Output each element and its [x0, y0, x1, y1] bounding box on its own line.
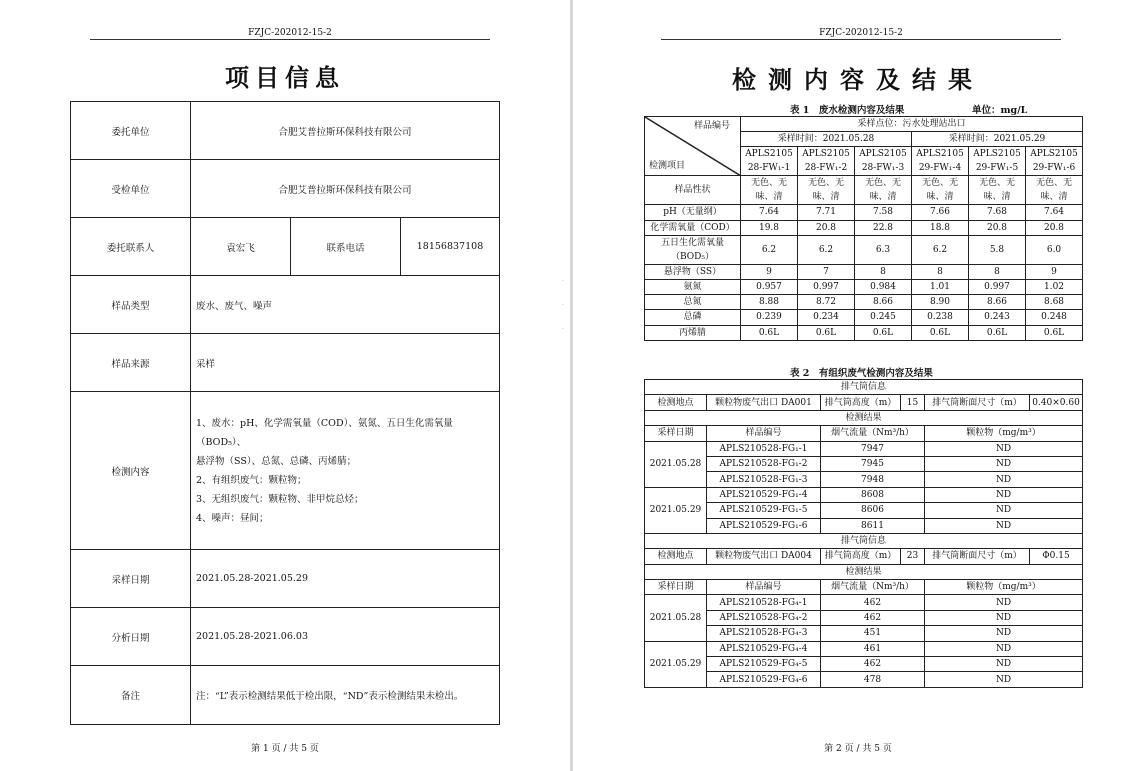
col-particulate: 颗粒物（mg/m³） — [925, 580, 1083, 595]
table-row — [645, 595, 1083, 610]
item-name: pH（无量纲） — [645, 205, 741, 220]
particulate-value: ND — [925, 472, 1083, 487]
result-value: 8.66 — [855, 295, 912, 310]
cell-line: 28-FW₁-2 — [804, 163, 848, 174]
particulate-value: ND — [925, 503, 1083, 518]
cell-line: 28-FW₁-3 — [861, 163, 905, 174]
result-value: 19.8 — [741, 220, 798, 235]
table-row — [645, 626, 1083, 641]
sampling-site: 采样点位：污水处理站出口 — [741, 117, 1083, 132]
results-header — [645, 410, 1083, 425]
stack-info-label: 排气筒信息 — [645, 380, 1083, 395]
item-name: 总磷 — [645, 310, 741, 325]
result-value: 0.984 — [855, 279, 912, 294]
page-title: 检测内容及结果 — [732, 65, 984, 94]
particulate-value: ND — [925, 657, 1083, 672]
sampling-date: 2021.05.28 — [645, 595, 707, 641]
result-value: 8 — [912, 264, 969, 279]
section-label: 排气筒断面尺寸（m） — [925, 395, 1030, 410]
result-value: 7.64 — [1026, 205, 1083, 220]
sample-id: APLS210529-FG₄-6 — [707, 672, 821, 687]
stack-info-header — [645, 380, 1083, 395]
contact-value: 袁宏飞 — [191, 218, 291, 276]
page-header-code: FZJC-202012-15-2 — [248, 28, 332, 38]
result-value: 0.243 — [969, 310, 1026, 325]
sample-no-label: 样品编号 — [693, 121, 730, 131]
particulate-value: ND — [925, 487, 1083, 502]
table-row — [645, 279, 1083, 294]
cell-line: 29-FW₁-5 — [975, 163, 1019, 174]
section-label: 排气筒断面尺寸（m） — [925, 549, 1030, 564]
cell-line: 味、清 — [812, 192, 840, 203]
column-header-row — [645, 426, 1083, 441]
flow-value: 462 — [821, 610, 925, 625]
content-item: 4、噪声：昼间； — [196, 512, 269, 524]
content-item: 悬浮物（SS）、总氮、总磷、丙烯腈； — [196, 455, 357, 467]
result-value: 18.8 — [912, 220, 969, 235]
page-header-code: FZJC-202012-15-2 — [819, 28, 903, 38]
sampling-date-value: 2021.05.28-2021.05.29 — [191, 550, 500, 608]
result-value: 5.8 — [969, 235, 1026, 264]
sample-id: APLS210528-FG₁-2 — [707, 456, 821, 471]
client-value: 合肥艾普拉斯环保科技有限公司 — [191, 102, 500, 160]
flow-value: 7945 — [821, 456, 925, 471]
flow-value: 7947 — [821, 441, 925, 456]
result-value: 7.71 — [798, 205, 855, 220]
cell-line: 无色、无 — [1036, 178, 1073, 189]
sample-id-cell — [1026, 147, 1083, 176]
cell-line: 28-FW₁-1 — [747, 163, 791, 174]
table-row — [645, 518, 1083, 533]
result-value: 0.997 — [798, 279, 855, 294]
site-value: 颗粒物废气出口 DA004 — [707, 549, 821, 564]
sample-id-cell — [912, 147, 969, 176]
table-row — [645, 295, 1083, 310]
sample-prop-cell — [855, 176, 912, 205]
particulate-value: ND — [925, 456, 1083, 471]
result-value: 20.8 — [1026, 220, 1083, 235]
table-row — [645, 657, 1083, 672]
result-value: 9 — [741, 264, 798, 279]
prop-label: 样品性状 — [645, 176, 741, 205]
cell-line: 味、清 — [926, 192, 954, 203]
col-date: 采样日期 — [645, 426, 707, 441]
sample-id-cell — [855, 147, 912, 176]
flow-value: 462 — [821, 595, 925, 610]
particulate-value: ND — [925, 595, 1083, 610]
section-value: 0.40×0.60 — [1030, 395, 1083, 410]
page-footer: 第 2 页 / 共 5 页 — [824, 744, 892, 754]
result-value: 0.6L — [741, 325, 798, 340]
sample-type-value: 废水、废气、噪声 — [191, 276, 500, 334]
result-value: 8 — [969, 264, 1026, 279]
result-value: 6.2 — [912, 235, 969, 264]
sample-prop-cell — [969, 176, 1026, 205]
table-row — [645, 456, 1083, 471]
content-item: 1、废水：pH、化学需氧量（COD）、氨氮、五日生化需氧量（BOD₅）、 — [196, 417, 453, 448]
col-date: 采样日期 — [645, 580, 707, 595]
sample-prop-cell — [912, 176, 969, 205]
col-sample: 样品编号 — [707, 580, 821, 595]
flow-value: 8608 — [821, 487, 925, 502]
site-label: 检测地点 — [645, 549, 707, 564]
height-value: 23 — [901, 549, 925, 564]
sampling-date-1: 采样时间：2021.05.28 — [741, 132, 912, 147]
flow-value: 451 — [821, 626, 925, 641]
sample-id: APLS210529-FG₄-4 — [707, 641, 821, 656]
client-label: 委托单位 — [71, 102, 191, 160]
sample-id-cell — [741, 147, 798, 176]
result-value: 7 — [798, 264, 855, 279]
sample-id: APLS210528-FG₁-3 — [707, 472, 821, 487]
inspected-label: 受检单位 — [71, 160, 191, 218]
result-value: 20.8 — [798, 220, 855, 235]
result-value: 0.957 — [741, 279, 798, 294]
result-value: 0.6L — [798, 325, 855, 340]
cell-line: 无色、无 — [750, 178, 787, 189]
cell-line: 29-FW₁-4 — [918, 163, 962, 174]
cell-line: 味、清 — [755, 192, 783, 203]
table1-corner-cell — [645, 117, 741, 176]
sample-id: APLS210528-FG₄-3 — [707, 626, 821, 641]
flow-value: 478 — [821, 672, 925, 687]
cell-line: 29-FW₁-6 — [1032, 163, 1076, 174]
page-title: 项目信息 — [225, 63, 345, 92]
result-value: 7.68 — [969, 205, 1026, 220]
sample-id: APLS210529-FG₁-6 — [707, 518, 821, 533]
sample-id-cell — [969, 147, 1026, 176]
result-value: 0.234 — [798, 310, 855, 325]
particulate-value: ND — [925, 441, 1083, 456]
flow-value: 461 — [821, 641, 925, 656]
flow-value: 8606 — [821, 503, 925, 518]
result-value: 9 — [1026, 264, 1083, 279]
sample-id: APLS210529-FG₁-5 — [707, 503, 821, 518]
table-row — [645, 472, 1083, 487]
result-value: 0.239 — [741, 310, 798, 325]
analysis-date-value: 2021.05.28-2021.06.03 — [191, 608, 500, 666]
result-value: 6.2 — [798, 235, 855, 264]
cell-line: APLS2105 — [859, 149, 907, 160]
results-label: 检测结果 — [645, 564, 1083, 579]
stack-info-header — [645, 533, 1083, 548]
section-value: Φ0.15 — [1030, 549, 1083, 564]
particulate-value: ND — [925, 626, 1083, 641]
cell-line: 味、清 — [983, 192, 1011, 203]
result-value: 7.66 — [912, 205, 969, 220]
contact-label: 委托联系人 — [71, 218, 191, 276]
table-row — [645, 264, 1083, 279]
page-footer: 第 1 页 / 共 5 页 — [251, 744, 319, 754]
phone-label: 联系电话 — [291, 218, 401, 276]
result-value: 0.997 — [969, 279, 1026, 294]
result-value: 0.245 — [855, 310, 912, 325]
result-value: 8.88 — [741, 295, 798, 310]
result-value: 0.248 — [1026, 310, 1083, 325]
stack-info-row — [645, 395, 1083, 410]
sample-source-label: 样品来源 — [71, 334, 191, 392]
height-label: 排气筒高度（m） — [821, 395, 901, 410]
flow-value: 462 — [821, 657, 925, 672]
results-label: 检测结果 — [645, 410, 1083, 425]
result-value: 22.8 — [855, 220, 912, 235]
result-value: 7.58 — [855, 205, 912, 220]
cell-line: 无色、无 — [807, 178, 844, 189]
sampling-date-label: 采样日期 — [71, 550, 191, 608]
result-value: 6.3 — [855, 235, 912, 264]
sample-id: APLS210528-FG₄-2 — [707, 610, 821, 625]
result-value: 20.8 — [969, 220, 1026, 235]
cell-line: APLS2105 — [916, 149, 964, 160]
result-value: 8.90 — [912, 295, 969, 310]
particulate-value: ND — [925, 610, 1083, 625]
cell-line: 味、清 — [869, 192, 897, 203]
sample-id: APLS210529-FG₄-5 — [707, 657, 821, 672]
cell-line: APLS2105 — [973, 149, 1021, 160]
table-row — [645, 441, 1083, 456]
exhaust-gas-results-table — [644, 379, 1083, 688]
result-value: 0.6L — [1026, 325, 1083, 340]
seal-fragment: · · · — [562, 278, 564, 333]
item-name: 丙烯腈 — [645, 325, 741, 340]
content-list — [191, 392, 500, 550]
item-name: 悬浮物（SS） — [645, 264, 741, 279]
col-flow: 烟气流量（Nm³/h） — [821, 426, 925, 441]
item-name: 五日生化需氧量（BOD₅） — [645, 235, 741, 264]
particulate-value: ND — [925, 672, 1083, 687]
flow-value: 8611 — [821, 518, 925, 533]
remark-value: 注：“L”表示检测结果低于检出限，“ND”表示检测结果未检出。 — [191, 666, 500, 725]
sample-id-cell — [798, 147, 855, 176]
result-value: 8.72 — [798, 295, 855, 310]
result-value: 6.0 — [1026, 235, 1083, 264]
stack-info-row — [645, 549, 1083, 564]
sampling-date: 2021.05.29 — [645, 641, 707, 687]
header-rule — [90, 39, 490, 40]
header-rule — [661, 39, 1061, 40]
result-value: 1.02 — [1026, 279, 1083, 294]
cell-line: 无色、无 — [921, 178, 958, 189]
remark-label: 备注 — [71, 666, 191, 725]
table1-unit: 单位：mg/L — [972, 105, 1028, 116]
content-item: 2、有组织废气：颗粒物； — [196, 474, 307, 486]
cell-line: APLS2105 — [1030, 149, 1078, 160]
result-value: 7.64 — [741, 205, 798, 220]
sampling-date: 2021.05.28 — [645, 441, 707, 487]
site-label: 检测地点 — [645, 395, 707, 410]
cell-line: 味、清 — [1040, 192, 1068, 203]
result-value: 0.238 — [912, 310, 969, 325]
table2-caption: 表 2 有组织废气检测内容及结果 — [790, 368, 933, 379]
table-row — [645, 325, 1083, 340]
sample-id: APLS210528-FG₄-1 — [707, 595, 821, 610]
table-row — [645, 220, 1083, 235]
col-sample: 样品编号 — [707, 426, 821, 441]
site-value: 颗粒物废气出口 DA001 — [707, 395, 821, 410]
item-name: 总氮 — [645, 295, 741, 310]
sample-prop-cell — [798, 176, 855, 205]
item-name: 化学需氧量（COD） — [645, 220, 741, 235]
table-row — [645, 235, 1083, 264]
sampling-date: 2021.05.29 — [645, 487, 707, 533]
table-row — [645, 672, 1083, 687]
col-flow: 烟气流量（Nm³/h） — [821, 580, 925, 595]
height-label: 排气筒高度（m） — [821, 549, 901, 564]
height-value: 15 — [901, 395, 925, 410]
phone-value: 18156837108 — [401, 218, 500, 276]
sample-id: APLS210529-FG₁-4 — [707, 487, 821, 502]
result-value: 0.6L — [912, 325, 969, 340]
analysis-date-label: 分析日期 — [71, 608, 191, 666]
result-value: 6.2 — [741, 235, 798, 264]
table1-caption: 表 1 废水检测内容及结果 — [790, 105, 905, 116]
column-header-row — [645, 580, 1083, 595]
sample-prop-cell — [741, 176, 798, 205]
result-value: 0.6L — [969, 325, 1026, 340]
item-label: 检测项目 — [649, 161, 686, 172]
cell-line: 无色、无 — [978, 178, 1015, 189]
col-particulate: 颗粒物（mg/m³） — [925, 426, 1083, 441]
sample-type-label: 样品类型 — [71, 276, 191, 334]
sampling-date-2: 采样时间：2021.05.29 — [912, 132, 1083, 147]
inspected-value: 合肥艾普拉斯环保科技有限公司 — [191, 160, 500, 218]
result-value: 8.66 — [969, 295, 1026, 310]
item-name: 氨氮 — [645, 279, 741, 294]
table-row — [645, 310, 1083, 325]
cell-line: APLS2105 — [745, 149, 793, 160]
result-value: 8.68 — [1026, 295, 1083, 310]
content-item: 3、无组织废气：颗粒物、非甲烷总烃； — [196, 493, 364, 505]
table-row — [645, 610, 1083, 625]
sample-id: APLS210528-FG₁-1 — [707, 441, 821, 456]
table-row — [645, 205, 1083, 220]
flow-value: 7948 — [821, 472, 925, 487]
particulate-value: ND — [925, 641, 1083, 656]
project-info-table — [70, 101, 500, 725]
particulate-value: ND — [925, 518, 1083, 533]
sample-source-value: 采样 — [191, 334, 500, 392]
content-label: 检测内容 — [71, 392, 191, 550]
cell-line: APLS2105 — [802, 149, 850, 160]
sample-prop-cell — [1026, 176, 1083, 205]
stack-info-label: 排气筒信息 — [645, 533, 1083, 548]
results-header — [645, 564, 1083, 579]
result-value: 0.6L — [855, 325, 912, 340]
result-value: 8 — [855, 264, 912, 279]
cell-line: 无色、无 — [864, 178, 901, 189]
wastewater-results-table — [644, 116, 1083, 341]
table-row — [645, 487, 1083, 502]
table-row — [645, 641, 1083, 656]
table-row — [645, 503, 1083, 518]
result-value: 1.01 — [912, 279, 969, 294]
